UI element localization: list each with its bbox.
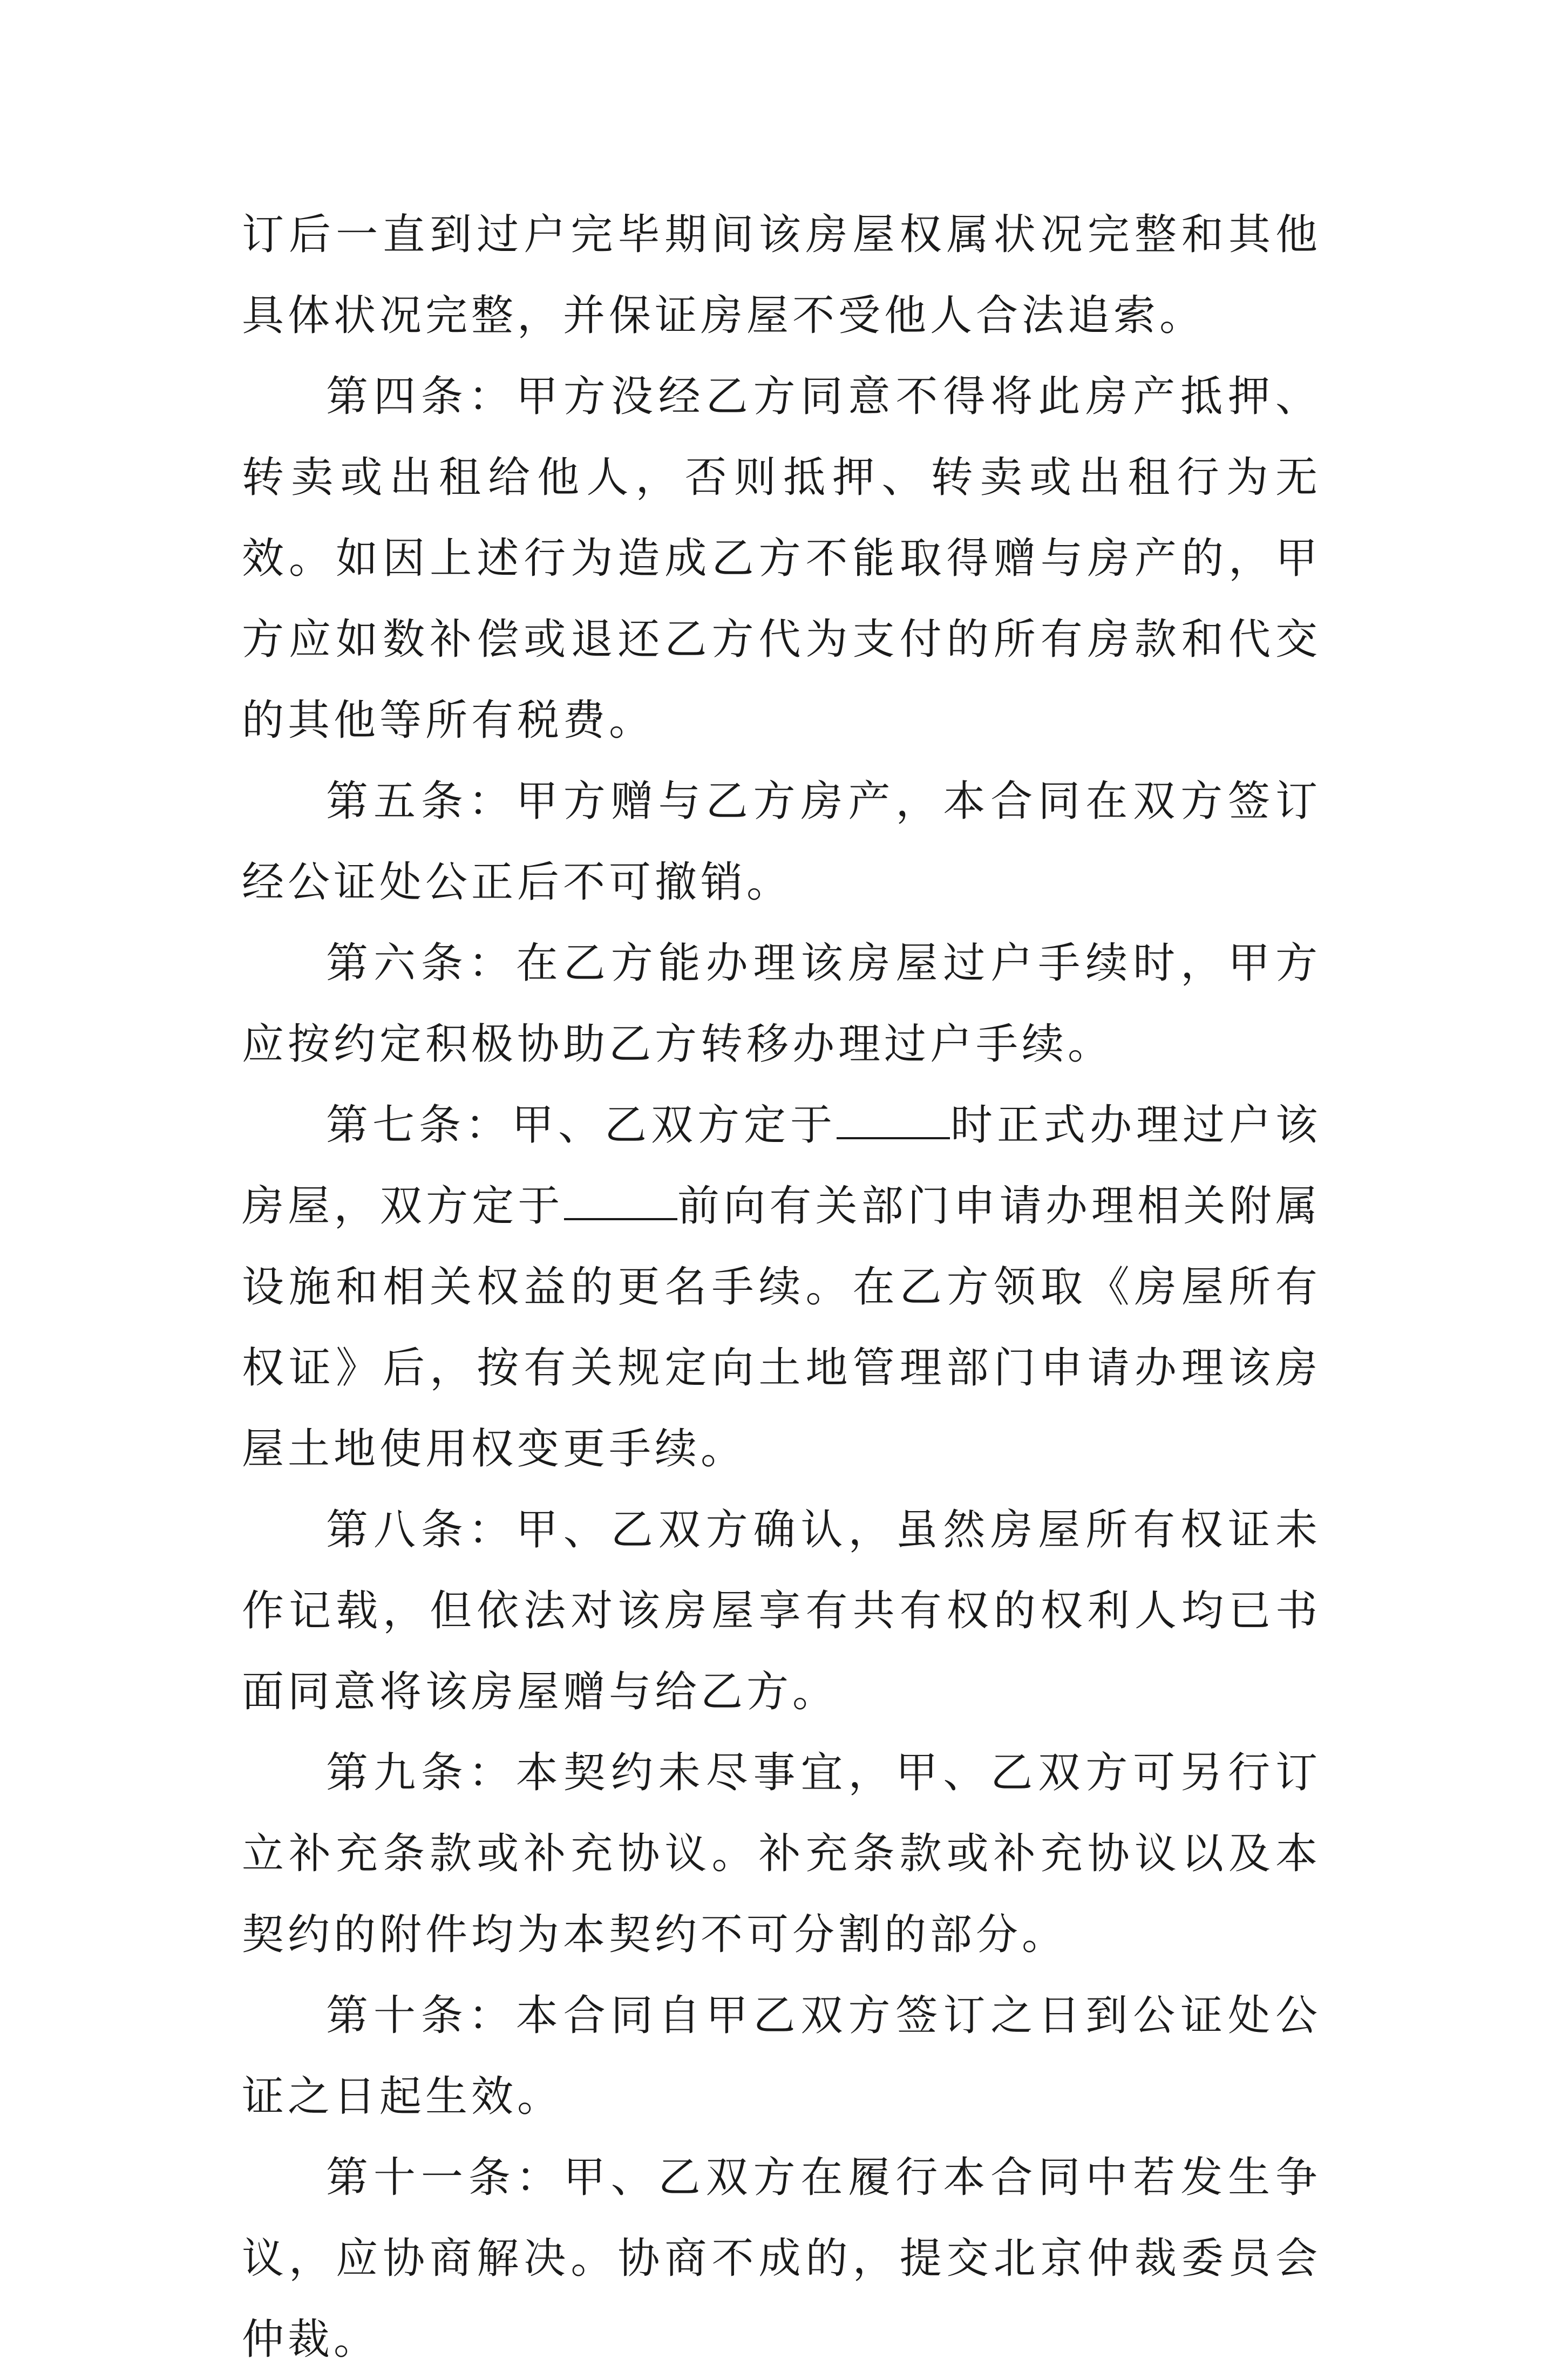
article-5: 第五条：甲方赠与乙方房产，本合同在双方签订经公证处公正后不可撤销。	[242, 777, 1321, 907]
article-7	[242, 1085, 1321, 1490]
article-6: 第六条：在乙方能办理该房屋过户手续时，甲方应按约定积极协助乙方转移办理过户手续。	[242, 939, 1321, 1069]
article-10: 第十条：本合同自甲乙双方签订之日到公证处公证之日起生效。	[242, 1991, 1321, 2121]
article-7-text-1: 第七条：甲、乙双方定于	[326, 1101, 837, 1150]
document-body	[242, 194, 1321, 2380]
rename-date-blank	[564, 1185, 677, 1220]
article-9: 第九条：本契约未尽事宜，甲、乙双方可另行订立补充条款或补充协议。补充条款或补充协议以及本契约的附件均为本契约不可分割的部分。	[242, 1749, 1321, 1959]
article-4: 第四条：甲方没经乙方同意不得将此房产抵押、转卖或出租给他人，否则抵押、转卖或出租行为无效。如因上述行为造成乙方不能取得赠与房产的，甲方应如数补偿或退还乙方代为支付的所有房款和代交的其他等所有税费。	[242, 372, 1321, 745]
article-8: 第八条：甲、乙双方确认，虽然房屋所有权证未作记载，但依法对该房屋享有共有权的权利人均已书面同意将该房屋赠与给乙方。	[242, 1506, 1321, 1716]
paragraph-continuation: 订后一直到过户完毕期间该房屋权属状况完整和其他具体状况完整，并保证房屋不受他人合法追索。	[242, 210, 1321, 340]
article-7-text-3: 前向有关部门申请办理相关附属设施和相关权益的更名手续。在乙方领取《房屋所有权证》后，按有关规定向土地管理部门申请办理该房屋土地使用权变更手续。	[242, 1182, 1321, 1473]
transfer-date-blank	[837, 1104, 950, 1139]
article-7-text-2: 时正式办理过户该房屋，双方定于	[242, 1101, 1321, 1230]
article-11: 第十一条：甲、乙双方在履行本合同中若发生争议，应协商解决。协商不成的，提交北京仲裁委员会仲裁。	[242, 2153, 1321, 2364]
